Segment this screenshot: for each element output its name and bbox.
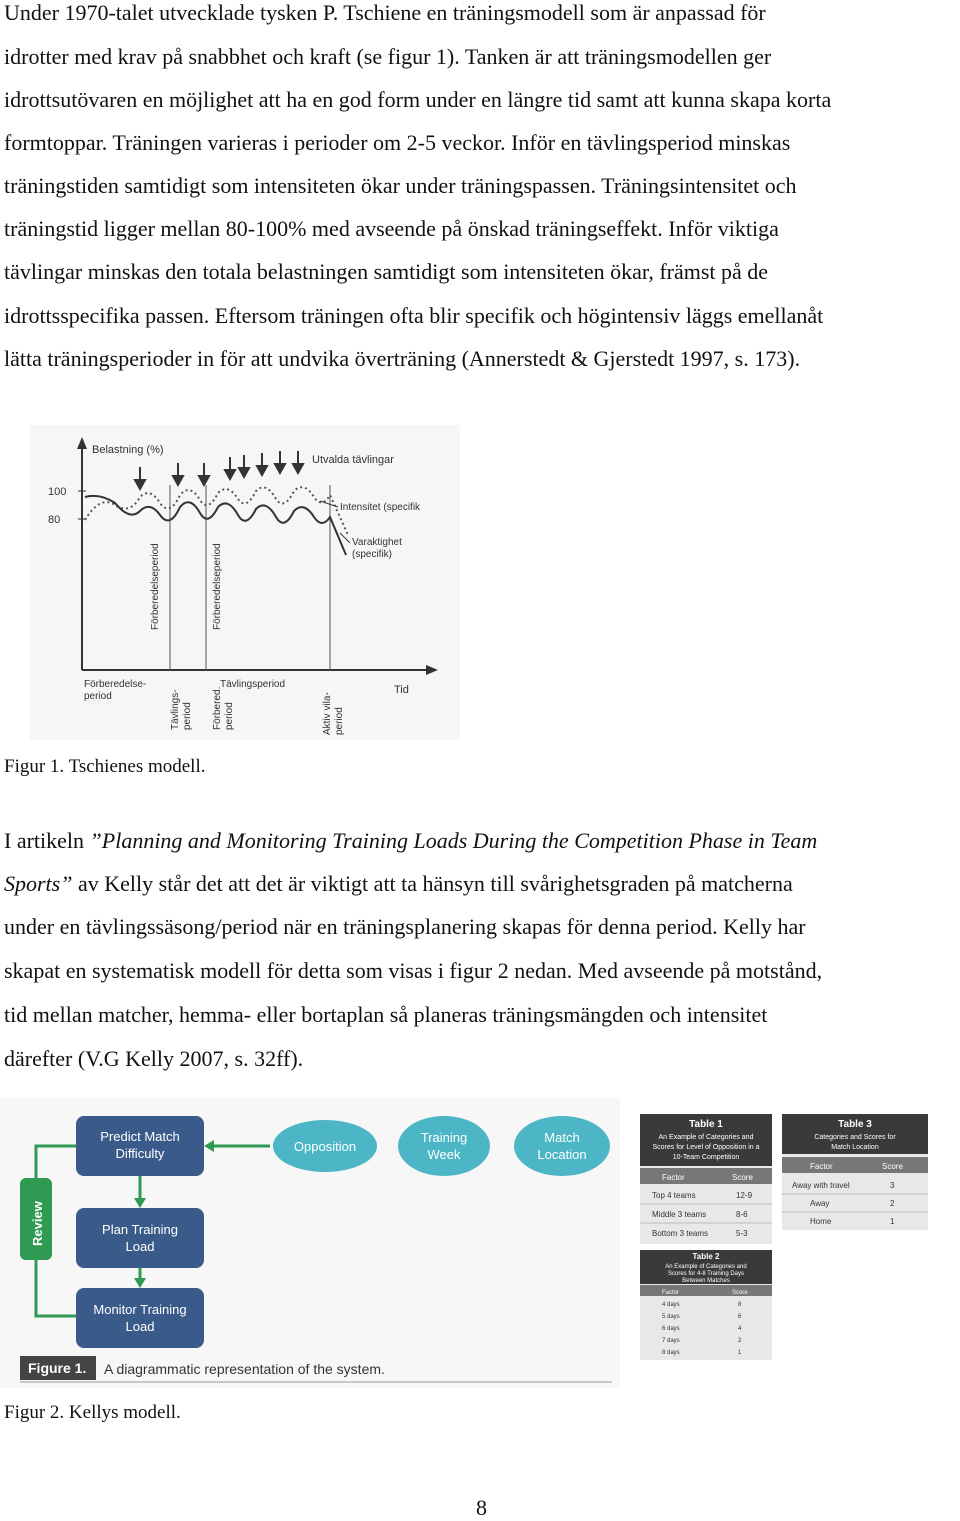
table-cell: Middle 3 teams: [652, 1210, 707, 1219]
vertical-label: Förberedelseperiod: [212, 543, 223, 630]
table-cell: 5 days: [662, 1314, 680, 1320]
vertical-label: period: [334, 707, 345, 735]
text-line: tid mellan matcher, hemma- eller bortaplan så planeras träningsmängden och intensitet: [4, 1002, 768, 1027]
table-subtitle: Scores for Level of Opposition in a: [652, 1144, 760, 1151]
text-line: formtoppar. Träningen varieras i perioder om 2-5 veckor. Inför en tävlingsperiod minskas: [4, 130, 791, 155]
table-title: Table 1: [689, 1119, 723, 1130]
table-cell: 8 days: [662, 1350, 680, 1356]
article-title: Sports”: [4, 871, 73, 896]
table-title: Table 2: [692, 1252, 720, 1261]
table-cell: Top 4 teams: [652, 1191, 696, 1200]
table-cell: 8: [738, 1302, 742, 1308]
intensity-label: Intensitet (specifik: [340, 502, 421, 513]
text-line: [4, 828, 817, 854]
table-cell: 6: [738, 1314, 742, 1320]
text-line: idrottsutövaren en möjlighet att ha en god form under en längre tid samt att kunna skapa korta: [4, 87, 832, 112]
vertical-label: Förbered.: [212, 686, 223, 730]
table-cell: 2: [738, 1338, 742, 1344]
table-header: Factor: [662, 1290, 680, 1296]
y-axis-label: Belastning (%): [92, 444, 164, 456]
figure-2-caption: Figur 2. Kellys modell.: [4, 1402, 181, 1423]
figure-title: A diagrammatic representation of the system.: [104, 1361, 385, 1377]
vertical-label: period: [224, 702, 235, 730]
review-label: Review: [30, 1201, 45, 1246]
table-header: Score: [882, 1162, 903, 1171]
vertical-label: Förberedelseperiod: [150, 543, 161, 630]
predict-label: Predict Match: [100, 1129, 180, 1144]
table-header: Factor: [662, 1173, 685, 1182]
table-header: Factor: [810, 1162, 833, 1171]
arrows-label: Utvalda tävlingar: [312, 454, 394, 466]
table-subtitle: An Example of Categories and: [665, 1264, 747, 1270]
text-line: idrottsspecifika passen. Eftersom träningen ofta blir specifik och högintensiv läggs emellanåt: [4, 303, 824, 328]
table-1: [640, 1114, 772, 1244]
monitor-label: Monitor Training: [93, 1302, 187, 1317]
table-cell: 6 days: [662, 1326, 680, 1332]
period-label: period: [84, 691, 112, 702]
table-header: Score: [732, 1173, 753, 1182]
opposition-label: Opposition: [293, 1139, 357, 1154]
table-cell: Home: [810, 1217, 832, 1226]
table-3: [782, 1114, 928, 1230]
period-label: Tävlingsperiod: [220, 679, 286, 690]
plan-label: Load: [125, 1239, 155, 1254]
table-subtitle: Match Location: [831, 1144, 879, 1151]
article-title: ”Planning and Monitoring Training Loads During the Competition Phase in Team: [89, 828, 818, 853]
vertical-label: period: [182, 702, 193, 730]
predict-label: Difficulty: [115, 1146, 165, 1161]
table-subtitle: Scores for 4-8 Training Days: [667, 1271, 745, 1277]
table-2: [640, 1250, 772, 1360]
table-cell: 8-6: [736, 1210, 748, 1219]
match-location-label: Location: [537, 1147, 587, 1162]
table-cell: 1: [738, 1350, 742, 1356]
text-line: [4, 871, 793, 897]
table-cell: 12-9: [736, 1191, 753, 1200]
table-cell: 3: [890, 1181, 895, 1190]
text-line: tävlingar minskas den totala belastningen samtidigt som intensiteten ökar, främst på de: [4, 259, 769, 284]
text-line: lätta träningsperioder in för att undvika överträning (Annerstedt & Gjerstedt 1997, s. 173).: [4, 346, 801, 371]
match-location-ellipse: [514, 1116, 610, 1176]
table-cell: 5-3: [736, 1229, 748, 1238]
endurance-label-sub: (specifik): [352, 549, 393, 560]
training-week-ellipse: [398, 1116, 490, 1176]
y-tick-80: 80: [48, 514, 61, 526]
table-subtitle: Between Matches: [682, 1278, 730, 1284]
figure-label: Figure 1.: [28, 1360, 87, 1376]
table-subtitle: An Example of Categories and: [658, 1134, 754, 1141]
table-title: Table 3: [838, 1119, 872, 1130]
plan-label: Plan Training: [102, 1222, 178, 1237]
kelly-diagram: [0, 1098, 620, 1388]
text-line: under en tävlingssäsong/period när en träningsplanering skapas för denna period. Kelly har: [4, 914, 806, 939]
table-subtitle: Categories and Scores for: [814, 1134, 896, 1141]
text-span: I artikeln: [4, 828, 90, 853]
text-line: skapat en systematisk modell för detta som visas i figur 2 nedan. Med avseende på motstånd,: [4, 958, 823, 983]
table-cell: Away with travel: [792, 1181, 850, 1190]
figure-1-caption: Figur 1. Tschienes modell.: [4, 756, 206, 777]
tschiene-figure: [30, 425, 460, 740]
text-line: träningstid ligger mellan 80-100% med avseende på önskad träningseffekt. Inför viktiga: [4, 216, 779, 241]
table-cell: 4: [738, 1326, 742, 1332]
y-tick-100: 100: [48, 486, 67, 498]
table-cell: Away: [810, 1199, 830, 1208]
table-header: Score: [732, 1290, 748, 1296]
plan-box: [76, 1208, 204, 1268]
page-number: 8: [476, 1495, 487, 1520]
text-line: Under 1970-talet utvecklade tysken P. Tschiene en träningsmodell som är anpassad för: [4, 0, 766, 25]
endurance-label: Varaktighet: [352, 537, 402, 548]
table-cell: Bottom 3 teams: [652, 1229, 709, 1238]
training-week-label: Training: [420, 1130, 468, 1145]
period-label: Förberedelse-: [84, 679, 147, 690]
text-span: av Kelly står det att det är viktigt att ta hänsyn till svårighetsgraden på matcherna: [72, 871, 793, 896]
text-line: idrotter med krav på snabbhet och kraft (se figur 1). Tanken är att träningsmodellen ger: [4, 44, 772, 69]
vertical-label: Aktiv vila-: [322, 692, 333, 735]
table-cell: 2: [890, 1199, 895, 1208]
table-cell: 4 days: [662, 1302, 680, 1308]
monitor-label: Load: [125, 1319, 155, 1334]
table-cell: 1: [890, 1217, 895, 1226]
training-week-label: Week: [427, 1147, 461, 1162]
text-line: därefter (V.G Kelly 2007, s. 32ff).: [4, 1046, 304, 1071]
text-line: träningstiden samtidigt som intensiteten ökar under träningspassen. Träningsintensitet och: [4, 173, 797, 198]
table-cell: 7 days: [662, 1338, 680, 1344]
x-axis-label: Tid: [394, 684, 409, 696]
table-subtitle: 10-Team Competition: [672, 1154, 740, 1161]
monitor-box: [76, 1288, 204, 1348]
vertical-label: Tävlings-: [170, 689, 181, 730]
match-location-label: Match: [544, 1130, 580, 1145]
